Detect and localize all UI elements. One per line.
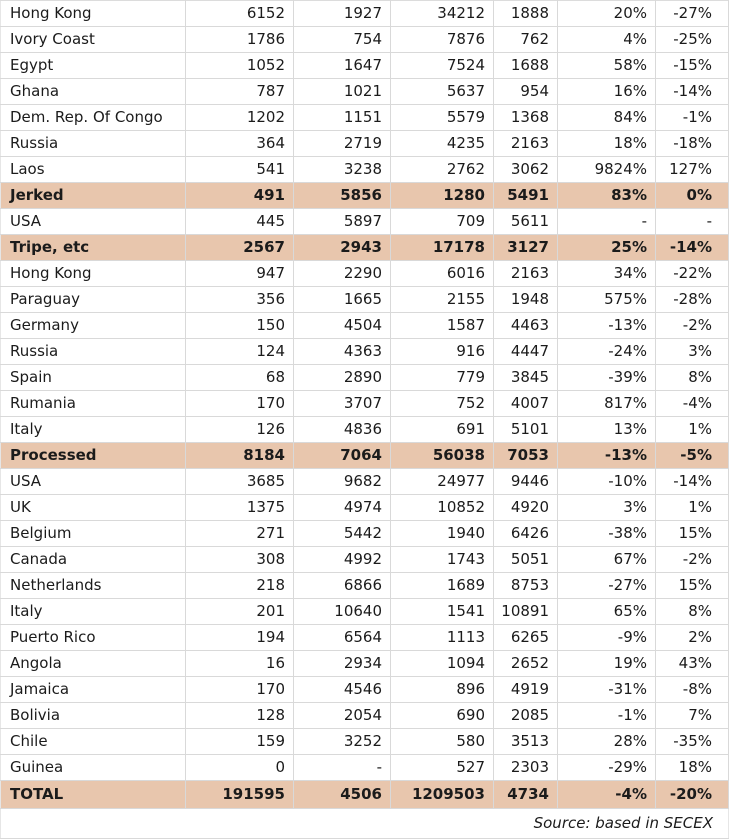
country-cell: Egypt bbox=[1, 53, 186, 79]
table-row bbox=[1, 53, 729, 79]
value-cell-3: 1094 bbox=[391, 651, 494, 677]
value-cell-3: 6016 bbox=[391, 261, 494, 287]
country-cell: Laos bbox=[1, 157, 186, 183]
percent-cell-2: 18% bbox=[656, 755, 729, 781]
percent-cell-1: 9824% bbox=[558, 157, 656, 183]
country-cell: Germany bbox=[1, 313, 186, 339]
value-cell-4: 6426 bbox=[494, 521, 558, 547]
value-cell-1: 3685 bbox=[186, 469, 294, 495]
section-row bbox=[1, 443, 729, 469]
value-cell-1: 8184 bbox=[186, 443, 294, 469]
value-cell-1: 271 bbox=[186, 521, 294, 547]
percent-cell-2: -25% bbox=[656, 27, 729, 53]
value-cell-2: 2719 bbox=[294, 131, 391, 157]
percent-cell-1: 20% bbox=[558, 1, 656, 27]
source-note: Source: based in SECEX bbox=[1, 809, 729, 839]
table-row bbox=[1, 391, 729, 417]
value-cell-3: 580 bbox=[391, 729, 494, 755]
value-cell-3: 56038 bbox=[391, 443, 494, 469]
percent-cell-2: -15% bbox=[656, 53, 729, 79]
value-cell-4: 4447 bbox=[494, 339, 558, 365]
value-cell-2: 3707 bbox=[294, 391, 391, 417]
value-cell-2: 1647 bbox=[294, 53, 391, 79]
value-cell-3: 527 bbox=[391, 755, 494, 781]
value-cell-2: 2890 bbox=[294, 365, 391, 391]
percent-cell-2: 1% bbox=[656, 495, 729, 521]
table-row bbox=[1, 469, 729, 495]
country-cell: Jamaica bbox=[1, 677, 186, 703]
percent-cell-1: 575% bbox=[558, 287, 656, 313]
value-cell-1: 170 bbox=[186, 391, 294, 417]
percent-cell-1: -38% bbox=[558, 521, 656, 547]
value-cell-1: 541 bbox=[186, 157, 294, 183]
value-cell-4: 5491 bbox=[494, 183, 558, 209]
percent-cell-2: 43% bbox=[656, 651, 729, 677]
value-cell-1: 445 bbox=[186, 209, 294, 235]
value-cell-1: 1375 bbox=[186, 495, 294, 521]
percent-cell-1: 67% bbox=[558, 547, 656, 573]
country-cell: Chile bbox=[1, 729, 186, 755]
table-row bbox=[1, 27, 729, 53]
value-cell-2: 4546 bbox=[294, 677, 391, 703]
table-row bbox=[1, 495, 729, 521]
value-cell-4: 762 bbox=[494, 27, 558, 53]
value-cell-4: 4919 bbox=[494, 677, 558, 703]
table-row bbox=[1, 625, 729, 651]
value-cell-2: 4504 bbox=[294, 313, 391, 339]
value-cell-2: 7064 bbox=[294, 443, 391, 469]
country-cell: Bolivia bbox=[1, 703, 186, 729]
percent-cell-2: -18% bbox=[656, 131, 729, 157]
value-cell-1: 0 bbox=[186, 755, 294, 781]
percent-cell-2: -20% bbox=[656, 781, 729, 809]
percent-cell-2: 8% bbox=[656, 365, 729, 391]
section-row bbox=[1, 183, 729, 209]
value-cell-4: 2652 bbox=[494, 651, 558, 677]
country-cell: UK bbox=[1, 495, 186, 521]
value-cell-3: 4235 bbox=[391, 131, 494, 157]
value-cell-3: 916 bbox=[391, 339, 494, 365]
value-cell-2: 10640 bbox=[294, 599, 391, 625]
table-row bbox=[1, 599, 729, 625]
percent-cell-1: -13% bbox=[558, 443, 656, 469]
country-cell: Tripe, etc bbox=[1, 235, 186, 261]
value-cell-2: 4506 bbox=[294, 781, 391, 809]
percent-cell-2: 0% bbox=[656, 183, 729, 209]
value-cell-1: 356 bbox=[186, 287, 294, 313]
table-row bbox=[1, 339, 729, 365]
percent-cell-1: -24% bbox=[558, 339, 656, 365]
country-cell: Dem. Rep. Of Congo bbox=[1, 105, 186, 131]
value-cell-1: 1786 bbox=[186, 27, 294, 53]
value-cell-3: 17178 bbox=[391, 235, 494, 261]
value-cell-2: 4974 bbox=[294, 495, 391, 521]
total-row bbox=[1, 781, 729, 809]
percent-cell-1: 4% bbox=[558, 27, 656, 53]
value-cell-2: 754 bbox=[294, 27, 391, 53]
percent-cell-1: 83% bbox=[558, 183, 656, 209]
value-cell-2: 5856 bbox=[294, 183, 391, 209]
value-cell-3: 2762 bbox=[391, 157, 494, 183]
table-footer bbox=[1, 809, 729, 839]
country-cell: Hong Kong bbox=[1, 261, 186, 287]
percent-cell-1: -1% bbox=[558, 703, 656, 729]
value-cell-2: 4363 bbox=[294, 339, 391, 365]
value-cell-2: 2943 bbox=[294, 235, 391, 261]
value-cell-1: 6152 bbox=[186, 1, 294, 27]
table-row bbox=[1, 131, 729, 157]
value-cell-1: 170 bbox=[186, 677, 294, 703]
value-cell-2: 1927 bbox=[294, 1, 391, 27]
value-cell-3: 1689 bbox=[391, 573, 494, 599]
percent-cell-2: -2% bbox=[656, 547, 729, 573]
value-cell-3: 779 bbox=[391, 365, 494, 391]
country-cell: TOTAL bbox=[1, 781, 186, 809]
percent-cell-1: 13% bbox=[558, 417, 656, 443]
table-row bbox=[1, 573, 729, 599]
percent-cell-2: 2% bbox=[656, 625, 729, 651]
percent-cell-1: 58% bbox=[558, 53, 656, 79]
value-cell-4: 4734 bbox=[494, 781, 558, 809]
percent-cell-2: 8% bbox=[656, 599, 729, 625]
value-cell-4: 10891 bbox=[494, 599, 558, 625]
country-cell: Puerto Rico bbox=[1, 625, 186, 651]
value-cell-3: 7876 bbox=[391, 27, 494, 53]
percent-cell-1: 25% bbox=[558, 235, 656, 261]
value-cell-1: 16 bbox=[186, 651, 294, 677]
table-row bbox=[1, 157, 729, 183]
value-cell-3: 752 bbox=[391, 391, 494, 417]
country-cell: Italy bbox=[1, 599, 186, 625]
country-cell: Canada bbox=[1, 547, 186, 573]
value-cell-4: 4920 bbox=[494, 495, 558, 521]
country-cell: Ghana bbox=[1, 79, 186, 105]
value-cell-2: 2290 bbox=[294, 261, 391, 287]
percent-cell-1: 3% bbox=[558, 495, 656, 521]
table-row bbox=[1, 521, 729, 547]
percent-cell-2: -14% bbox=[656, 469, 729, 495]
value-cell-1: 68 bbox=[186, 365, 294, 391]
value-cell-4: 5051 bbox=[494, 547, 558, 573]
percent-cell-2: -27% bbox=[656, 1, 729, 27]
table-body bbox=[1, 1, 729, 809]
value-cell-3: 1541 bbox=[391, 599, 494, 625]
value-cell-2: 4836 bbox=[294, 417, 391, 443]
value-cell-3: 1940 bbox=[391, 521, 494, 547]
table-row bbox=[1, 651, 729, 677]
table-row bbox=[1, 79, 729, 105]
value-cell-4: 3127 bbox=[494, 235, 558, 261]
value-cell-3: 1280 bbox=[391, 183, 494, 209]
country-cell: Italy bbox=[1, 417, 186, 443]
table-row bbox=[1, 755, 729, 781]
value-cell-4: 5101 bbox=[494, 417, 558, 443]
value-cell-4: 3062 bbox=[494, 157, 558, 183]
country-cell: Angola bbox=[1, 651, 186, 677]
percent-cell-2: 15% bbox=[656, 521, 729, 547]
value-cell-2: - bbox=[294, 755, 391, 781]
value-cell-1: 2567 bbox=[186, 235, 294, 261]
value-cell-3: 690 bbox=[391, 703, 494, 729]
value-cell-3: 34212 bbox=[391, 1, 494, 27]
percent-cell-2: -35% bbox=[656, 729, 729, 755]
value-cell-3: 1743 bbox=[391, 547, 494, 573]
value-cell-1: 194 bbox=[186, 625, 294, 651]
percent-cell-1: -27% bbox=[558, 573, 656, 599]
value-cell-4: 5611 bbox=[494, 209, 558, 235]
percent-cell-1: 16% bbox=[558, 79, 656, 105]
percent-cell-1: 65% bbox=[558, 599, 656, 625]
percent-cell-2: -8% bbox=[656, 677, 729, 703]
table-row bbox=[1, 287, 729, 313]
value-cell-4: 2163 bbox=[494, 261, 558, 287]
value-cell-2: 2934 bbox=[294, 651, 391, 677]
value-cell-4: 4007 bbox=[494, 391, 558, 417]
value-cell-1: 308 bbox=[186, 547, 294, 573]
country-cell: Jerked bbox=[1, 183, 186, 209]
value-cell-1: 191595 bbox=[186, 781, 294, 809]
value-cell-2: 2054 bbox=[294, 703, 391, 729]
percent-cell-2: 7% bbox=[656, 703, 729, 729]
table-row bbox=[1, 313, 729, 339]
percent-cell-1: -31% bbox=[558, 677, 656, 703]
value-cell-3: 2155 bbox=[391, 287, 494, 313]
table-row bbox=[1, 677, 729, 703]
value-cell-4: 8753 bbox=[494, 573, 558, 599]
percent-cell-2: 3% bbox=[656, 339, 729, 365]
value-cell-1: 124 bbox=[186, 339, 294, 365]
table-row bbox=[1, 105, 729, 131]
percent-cell-1: -9% bbox=[558, 625, 656, 651]
value-cell-3: 691 bbox=[391, 417, 494, 443]
country-cell: Russia bbox=[1, 339, 186, 365]
value-cell-4: 2303 bbox=[494, 755, 558, 781]
percent-cell-1: 19% bbox=[558, 651, 656, 677]
value-cell-2: 3252 bbox=[294, 729, 391, 755]
country-cell: Spain bbox=[1, 365, 186, 391]
percent-cell-2: -14% bbox=[656, 79, 729, 105]
value-cell-3: 896 bbox=[391, 677, 494, 703]
value-cell-4: 3845 bbox=[494, 365, 558, 391]
value-cell-4: 6265 bbox=[494, 625, 558, 651]
value-cell-1: 491 bbox=[186, 183, 294, 209]
table-row bbox=[1, 261, 729, 287]
country-cell: Ivory Coast bbox=[1, 27, 186, 53]
percent-cell-2: -28% bbox=[656, 287, 729, 313]
value-cell-3: 7524 bbox=[391, 53, 494, 79]
value-cell-2: 1021 bbox=[294, 79, 391, 105]
percent-cell-2: - bbox=[656, 209, 729, 235]
value-cell-1: 126 bbox=[186, 417, 294, 443]
value-cell-4: 954 bbox=[494, 79, 558, 105]
country-cell: Belgium bbox=[1, 521, 186, 547]
percent-cell-2: -2% bbox=[656, 313, 729, 339]
percent-cell-1: -13% bbox=[558, 313, 656, 339]
table-row bbox=[1, 729, 729, 755]
value-cell-2: 9682 bbox=[294, 469, 391, 495]
percent-cell-1: 817% bbox=[558, 391, 656, 417]
value-cell-4: 1948 bbox=[494, 287, 558, 313]
percent-cell-2: 1% bbox=[656, 417, 729, 443]
value-cell-3: 10852 bbox=[391, 495, 494, 521]
country-cell: Netherlands bbox=[1, 573, 186, 599]
percent-cell-1: -29% bbox=[558, 755, 656, 781]
value-cell-1: 947 bbox=[186, 261, 294, 287]
value-cell-3: 24977 bbox=[391, 469, 494, 495]
value-cell-4: 1368 bbox=[494, 105, 558, 131]
value-cell-1: 201 bbox=[186, 599, 294, 625]
percent-cell-2: -4% bbox=[656, 391, 729, 417]
value-cell-2: 4992 bbox=[294, 547, 391, 573]
percent-cell-1: 84% bbox=[558, 105, 656, 131]
percent-cell-2: -14% bbox=[656, 235, 729, 261]
value-cell-1: 218 bbox=[186, 573, 294, 599]
value-cell-1: 150 bbox=[186, 313, 294, 339]
value-cell-3: 1587 bbox=[391, 313, 494, 339]
value-cell-2: 1665 bbox=[294, 287, 391, 313]
section-row bbox=[1, 235, 729, 261]
value-cell-2: 6564 bbox=[294, 625, 391, 651]
value-cell-3: 1113 bbox=[391, 625, 494, 651]
value-cell-4: 2163 bbox=[494, 131, 558, 157]
value-cell-3: 5579 bbox=[391, 105, 494, 131]
source-row bbox=[1, 809, 729, 839]
value-cell-3: 709 bbox=[391, 209, 494, 235]
table-row bbox=[1, 547, 729, 573]
percent-cell-2: -1% bbox=[656, 105, 729, 131]
country-cell: Hong Kong bbox=[1, 1, 186, 27]
value-cell-2: 5442 bbox=[294, 521, 391, 547]
percent-cell-2: -22% bbox=[656, 261, 729, 287]
value-cell-4: 2085 bbox=[494, 703, 558, 729]
table-row bbox=[1, 703, 729, 729]
country-cell: USA bbox=[1, 209, 186, 235]
percent-cell-1: 18% bbox=[558, 131, 656, 157]
percent-cell-1: 28% bbox=[558, 729, 656, 755]
table-row bbox=[1, 1, 729, 27]
table-row bbox=[1, 365, 729, 391]
value-cell-2: 5897 bbox=[294, 209, 391, 235]
value-cell-1: 128 bbox=[186, 703, 294, 729]
percent-cell-2: 15% bbox=[656, 573, 729, 599]
percent-cell-2: -5% bbox=[656, 443, 729, 469]
value-cell-4: 1688 bbox=[494, 53, 558, 79]
country-cell: Paraguay bbox=[1, 287, 186, 313]
country-cell: USA bbox=[1, 469, 186, 495]
value-cell-3: 5637 bbox=[391, 79, 494, 105]
value-cell-2: 6866 bbox=[294, 573, 391, 599]
value-cell-3: 1209503 bbox=[391, 781, 494, 809]
value-cell-4: 7053 bbox=[494, 443, 558, 469]
country-cell: Rumania bbox=[1, 391, 186, 417]
table-row bbox=[1, 417, 729, 443]
value-cell-1: 159 bbox=[186, 729, 294, 755]
value-cell-1: 1052 bbox=[186, 53, 294, 79]
country-cell: Guinea bbox=[1, 755, 186, 781]
value-cell-4: 1888 bbox=[494, 1, 558, 27]
percent-cell-1: -39% bbox=[558, 365, 656, 391]
percent-cell-1: -4% bbox=[558, 781, 656, 809]
value-cell-1: 1202 bbox=[186, 105, 294, 131]
percent-cell-1: -10% bbox=[558, 469, 656, 495]
value-cell-4: 4463 bbox=[494, 313, 558, 339]
table-row bbox=[1, 209, 729, 235]
country-cell: Russia bbox=[1, 131, 186, 157]
value-cell-4: 3513 bbox=[494, 729, 558, 755]
percent-cell-1: 34% bbox=[558, 261, 656, 287]
value-cell-2: 1151 bbox=[294, 105, 391, 131]
percent-cell-1: - bbox=[558, 209, 656, 235]
value-cell-1: 787 bbox=[186, 79, 294, 105]
value-cell-1: 364 bbox=[186, 131, 294, 157]
value-cell-4: 9446 bbox=[494, 469, 558, 495]
country-cell: Processed bbox=[1, 443, 186, 469]
percent-cell-2: 127% bbox=[656, 157, 729, 183]
value-cell-2: 3238 bbox=[294, 157, 391, 183]
